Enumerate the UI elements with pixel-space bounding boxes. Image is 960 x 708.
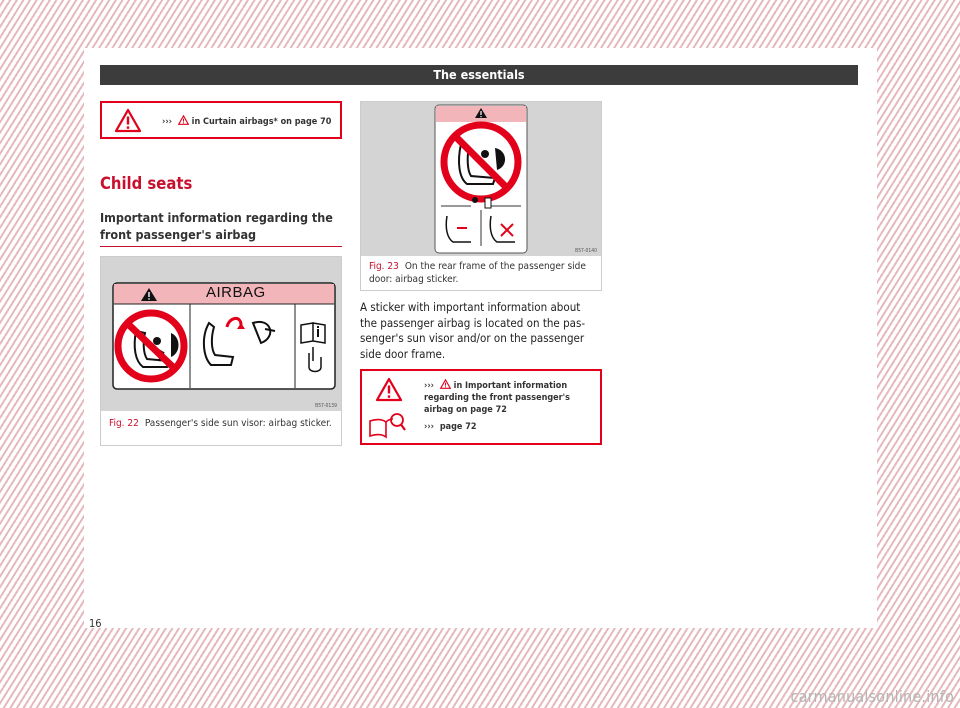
sticker-heading: AIRBAG — [206, 284, 266, 301]
section-subtitle: Important information regarding the front passenger's airbag — [100, 210, 333, 242]
figure-23-code: B57-0140 — [575, 248, 597, 254]
figure-23-image — [361, 102, 601, 256]
chevron-icon: ››› — [162, 117, 173, 127]
warning-box-top — [100, 101, 342, 139]
page-reference-link[interactable] — [424, 421, 476, 433]
figure-22-image — [101, 257, 341, 411]
figure-23 — [360, 101, 602, 291]
figure-23-label: Fig. 23 — [369, 261, 399, 272]
section-rule — [100, 246, 342, 247]
figure-22-code: B57-0139 — [315, 403, 337, 409]
watermark: carmanualsonline.info — [790, 687, 954, 706]
section-title: Child seats — [100, 174, 193, 193]
airbag-sticker-illustration — [101, 257, 341, 411]
page-number: 16 — [89, 617, 102, 630]
warning-reference-link[interactable] — [162, 115, 331, 128]
body-paragraph: A sticker with important information about the passenger airbag is located on the pas-senger's sun visor and/or on the passenger side door frame. — [360, 300, 586, 361]
chevron-icon: ››› — [424, 422, 435, 432]
door-frame-sticker-illustration — [361, 102, 601, 256]
chevron-icon: ››› — [424, 381, 435, 391]
page-reference-text: page 72 — [439, 422, 477, 432]
figure-22-caption — [109, 417, 333, 430]
small-warning-icon — [440, 379, 451, 389]
warning-triangle-icon — [375, 377, 403, 402]
figure-22-caption-text: Passenger's side sun visor: airbag sticker. — [144, 418, 332, 429]
figure-23-caption — [369, 260, 593, 286]
figure-22-label: Fig. 22 — [109, 418, 139, 429]
section-header: The essentials — [100, 65, 858, 85]
figure-23-caption-text: On the rear frame of the passenger side door: airbag sticker. — [369, 261, 586, 285]
warning-triangle-icon — [114, 108, 142, 133]
warning-box-bottom — [360, 369, 602, 445]
warning-reference-text: in Important information regarding the front passenger's airbag on page 72 — [424, 381, 570, 415]
warning-reference-link[interactable] — [424, 379, 594, 416]
warning-reference-text: in Curtain airbags* on page 70 — [191, 117, 332, 127]
small-warning-icon — [178, 115, 189, 125]
book-magnifier-icon — [368, 411, 408, 439]
